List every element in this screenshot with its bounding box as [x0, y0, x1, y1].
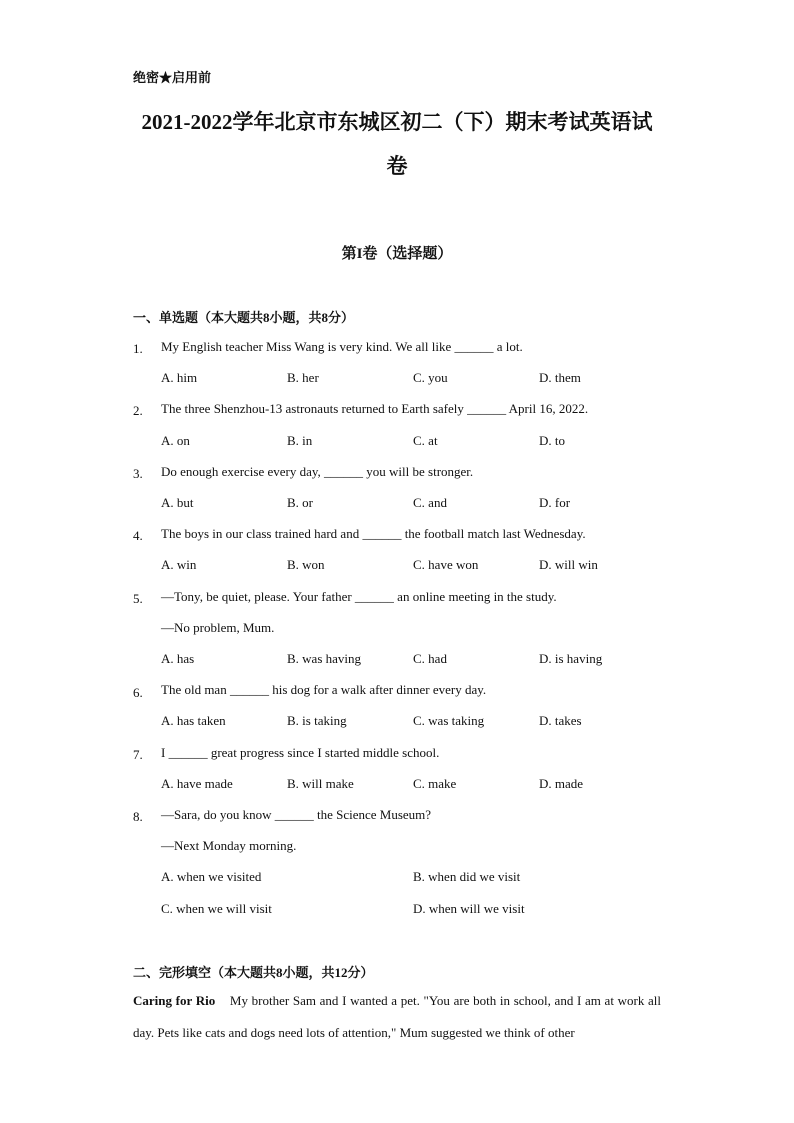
option-d: D. made: [539, 776, 584, 791]
option-a: A. have made: [161, 776, 233, 791]
question-number: 1.: [133, 341, 143, 356]
option-b: B. when did we visit: [413, 869, 521, 884]
option-b: B. in: [287, 433, 313, 448]
option-a: A. when we visited: [161, 869, 262, 884]
confidential-label: 绝密★启用前: [133, 70, 212, 85]
question-number: 5.: [133, 591, 143, 606]
question-stem: My English teacher Miss Wang is very kind. We all like ______ a lot.: [161, 339, 523, 354]
cloze-passage: [133, 985, 661, 1049]
option-c: C. when we will visit: [161, 901, 272, 916]
option-a: A. but: [161, 495, 194, 510]
option-a: A. has taken: [161, 713, 226, 728]
option-a: A. win: [161, 557, 197, 572]
option-c: C. have won: [413, 557, 479, 572]
option-c: C. you: [413, 370, 448, 385]
question-stem-line: —No problem, Mum.: [161, 620, 275, 635]
volume-heading: 第I卷（选择题）: [341, 246, 453, 262]
exam-title: 2021-2022学年北京市东城区初二（下）期末考试英语试卷: [141, 110, 653, 178]
option-c: C. at: [413, 433, 438, 448]
question-stem: I ______ great progress since I started middle school.: [161, 745, 440, 760]
option-b: B. or: [287, 495, 313, 510]
option-d: D. takes: [539, 713, 582, 728]
question-stem: The old man ______ his dog for a walk after dinner every day.: [161, 682, 487, 697]
option-c: C. make: [413, 776, 457, 791]
option-b: B. is taking: [287, 713, 347, 728]
section-heading-single-choice: 一、单选题（本大题共8小题，共8分）: [133, 310, 355, 325]
option-b: B. will make: [287, 776, 354, 791]
question-stem: The three Shenzhou-13 astronauts returned to Earth safely ______ April 16, 2022.: [161, 401, 589, 416]
question-number: 2.: [133, 403, 143, 418]
question-number: 6.: [133, 685, 143, 700]
passage-text: My brother Sam and I wanted a pet. "You are both in school, and I am at work all day. Pets like cats and dogs need lots of attention," Mum suggested we think of other: [133, 993, 661, 1040]
passage-title: Caring for Rio: [133, 993, 216, 1008]
question-stem: —Tony, be quiet, please. Your father ______ an online meeting in the study.: [161, 589, 557, 604]
question-stem: Do enough exercise every day, ______ you will be stronger.: [161, 464, 474, 479]
option-c: C. was taking: [413, 713, 485, 728]
section-heading-cloze: 二、完形填空（本大题共8小题，共12分）: [133, 965, 374, 980]
option-b: B. was having: [287, 651, 362, 666]
question-number: 8.: [133, 809, 143, 824]
option-c: C. had: [413, 651, 447, 666]
question-number: 4.: [133, 528, 143, 543]
question-number: 3.: [133, 466, 143, 481]
question-stem-line: —Next Monday morning.: [161, 838, 297, 853]
option-d: D. is having: [539, 651, 603, 666]
option-d: D. them: [539, 370, 581, 385]
option-b: B. won: [287, 557, 325, 572]
question-number: 7.: [133, 747, 143, 762]
option-a: A. on: [161, 433, 190, 448]
option-a: A. him: [161, 370, 198, 385]
option-c: C. and: [413, 495, 447, 510]
option-d: D. for: [539, 495, 571, 510]
option-d: D. to: [539, 433, 565, 448]
option-b: B. her: [287, 370, 319, 385]
option-d: D. will win: [539, 557, 598, 572]
option-a: A. has: [161, 651, 195, 666]
option-d: D. when will we visit: [413, 901, 525, 916]
question-stem: —Sara, do you know ______ the Science Museum?: [161, 807, 432, 822]
question-stem: The boys in our class trained hard and ______ the football match last Wednesday.: [161, 526, 586, 541]
